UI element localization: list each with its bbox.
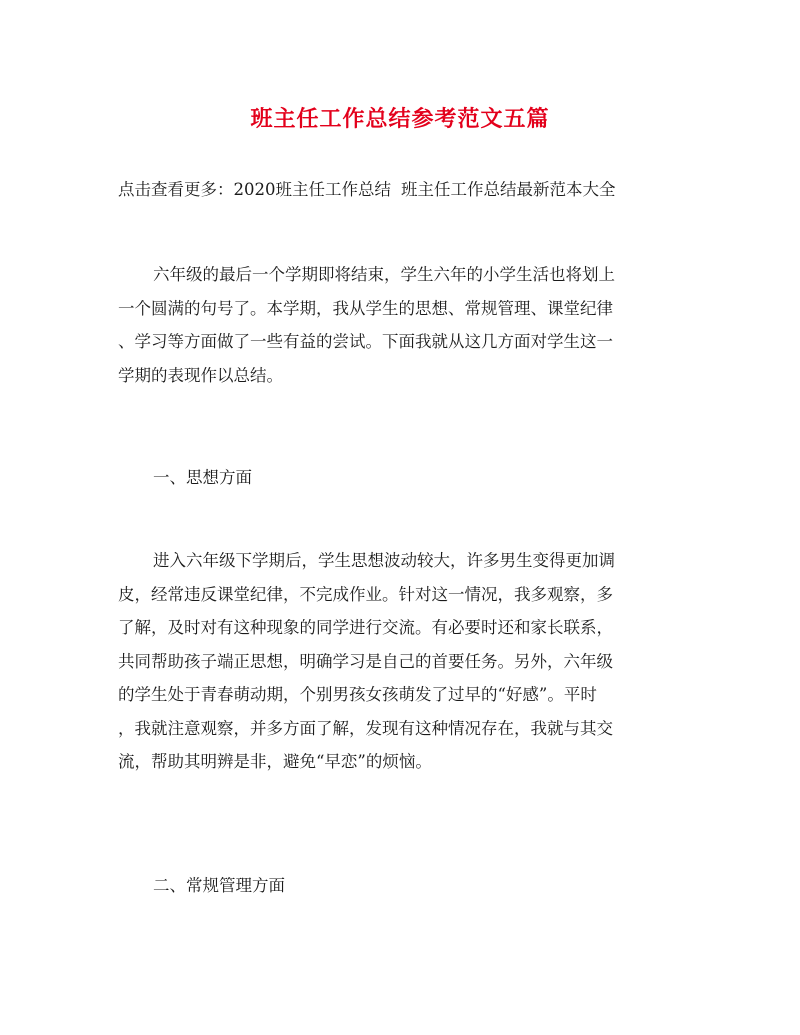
intro-paragraph [118, 258, 685, 392]
more-prefix: 点击查看更多： [118, 180, 234, 199]
paragraph-line: 学期的表现作以总结。 [118, 365, 283, 385]
paragraph-line: 了解，及时对有这种现象的同学进行交流。有必要时还和家长联系， [118, 618, 613, 637]
paragraph-line: 一个圆满的句号了。本学期，我从学生的思想、常规管理、课堂纪律 [118, 298, 613, 318]
more-link-summary-collection[interactable]: 班主任工作总结最新范本大全 [401, 180, 616, 199]
paragraph-line: 六年级的最后一个学期即将结束，学生六年的小学生活也将划上 [153, 265, 615, 284]
section1-paragraph [118, 544, 685, 779]
paragraph-line: 、学习等方面做了一些有益的尝试。下面我就从这几方面对学生这一 [118, 332, 613, 351]
paragraph-line: 进入六年级下学期后，学生思想波动较大，许多男生变得更加调 [153, 551, 615, 570]
section-heading-routine-management: 二、常规管理方面 [153, 876, 285, 895]
paragraph-line: ，我就注意观察，并多方面了解，发现有这种情况存在，我就与其交 [118, 718, 613, 738]
section-heading-thought: 一、思想方面 [153, 468, 252, 487]
document-title: 班主任工作总结参考范文五篇 [250, 106, 550, 132]
more-link-summary-2020[interactable]: 2020班主任工作总结 [233, 180, 391, 199]
more-links-line [118, 176, 616, 204]
paragraph-line: 流，帮助其明辨是非，避免“早恋”的烦恼。 [118, 752, 432, 771]
paragraph-line: 的学生处于青春萌动期，个别男孩女孩萌发了过早的“好感”。平时 [118, 685, 597, 704]
paragraph-line: 皮，经常违反课堂纪律，不完成作业。针对这一情况，我多观察，多 [118, 584, 613, 604]
paragraph-line: 共同帮助孩子端正思想，明确学习是自己的首要任务。另外，六年级 [118, 651, 613, 671]
